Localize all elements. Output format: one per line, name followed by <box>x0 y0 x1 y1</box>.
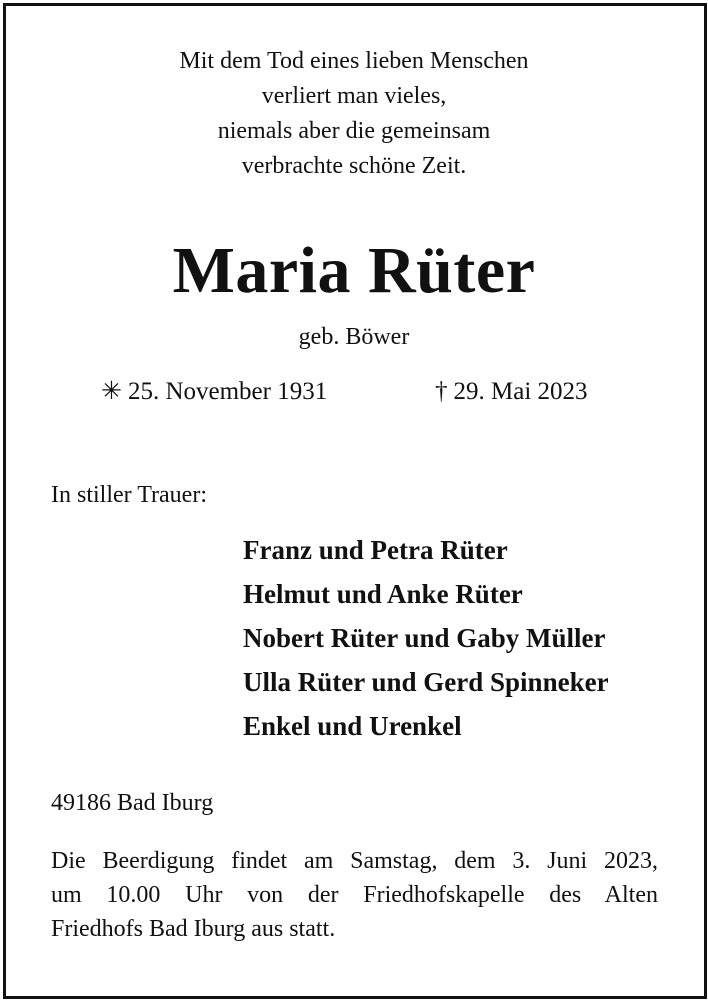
maiden-name: geb. Böwer <box>298 324 410 350</box>
memorial-quote <box>0 44 708 184</box>
mourner-name: Helmut und Anke Rüter <box>243 579 523 609</box>
death-date: 29. Mai 2023 <box>453 378 588 405</box>
mourner-name: Franz und Petra Rüter <box>243 535 508 565</box>
death-cross-icon: † <box>435 378 448 405</box>
quote-line: verbrachte schöne Zeit. <box>241 153 467 179</box>
birth-star-icon: ✳ <box>101 378 122 405</box>
mourning-label: In stiller Trauer: <box>51 482 207 508</box>
mourner-name: Nobert Rüter und Gaby Müller <box>243 623 606 653</box>
mourners-list <box>243 528 609 748</box>
funeral-notice <box>51 844 658 946</box>
mourner-name: Enkel und Urenkel <box>243 711 462 741</box>
funeral-notice-line: Friedhofs Bad Iburg aus statt. <box>51 916 336 942</box>
funeral-notice-line: Die Beerdigung findet am Samstag, dem 3. Juni 2023, <box>51 848 658 874</box>
quote-line: Mit dem Tod eines lieben Menschen <box>179 48 529 74</box>
quote-line: verliert man vieles, <box>261 83 447 109</box>
deceased-name: Maria Rüter <box>172 234 536 307</box>
funeral-notice-line: um 10.00 Uhr von der Friedhofskapelle des Alten <box>51 882 658 908</box>
mourner-name: Ulla Rüter und Gerd Spinneker <box>243 667 609 697</box>
death-date-group <box>435 374 588 410</box>
birth-date: 25. November 1931 <box>127 378 328 405</box>
quote-line: niemals aber die gemeinsam <box>217 118 491 144</box>
place-of-residence: 49186 Bad Iburg <box>51 790 214 816</box>
birth-date-group <box>101 374 327 410</box>
